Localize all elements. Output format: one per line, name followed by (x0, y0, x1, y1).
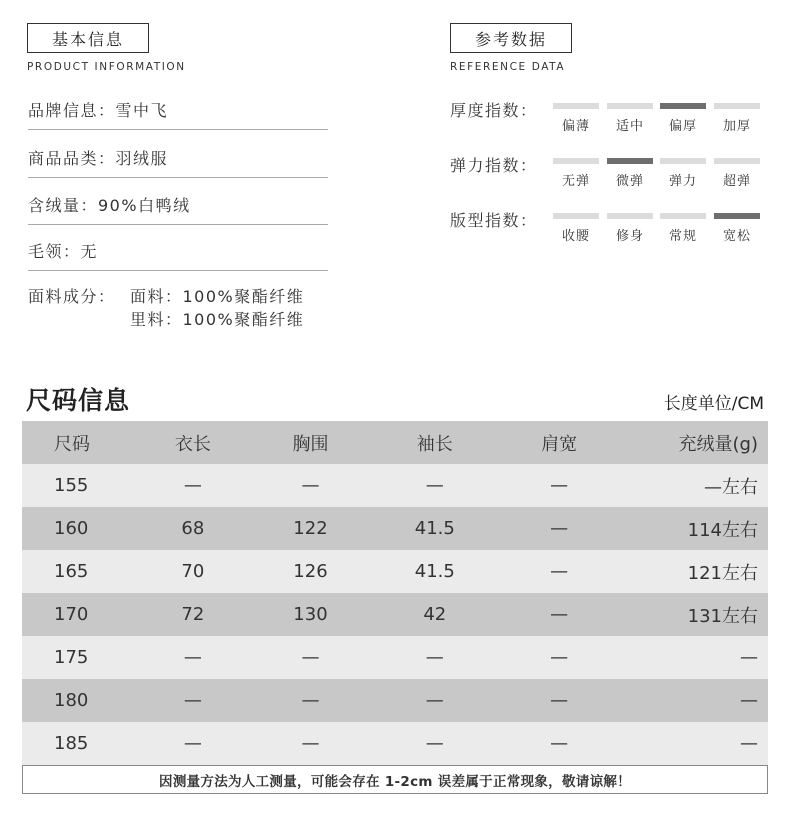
index-segment (553, 213, 599, 219)
index-segment (607, 103, 653, 109)
cell-chest: 122 (293, 518, 328, 539)
index-option-label: 偏厚 (668, 119, 697, 134)
cell-shoulder: — (550, 475, 569, 496)
cell-length: — (183, 475, 202, 496)
cell-size: 185 (54, 733, 89, 754)
size-table (22, 421, 768, 765)
table-row (22, 593, 768, 636)
index-label: 版型指数： (450, 211, 538, 230)
table-row (22, 722, 768, 765)
index-option-label: 超弹 (722, 174, 751, 189)
header-fill-weight: 充绒量(g) (678, 433, 758, 455)
cell-shoulder: — (550, 518, 569, 539)
index-option-label: 微弹 (615, 174, 644, 189)
reference-data-title: 参考数据 (450, 23, 572, 53)
cell-length: — (183, 647, 202, 668)
index-option-label: 适中 (615, 119, 644, 134)
cell-shoulder: — (550, 733, 569, 754)
index-segment-selected (660, 103, 706, 109)
product-info-title: 基本信息 (27, 23, 149, 53)
cell-shoulder: — (550, 690, 569, 711)
size-info-title: 尺码信息 (26, 386, 131, 415)
table-row (22, 550, 768, 593)
cell-sleeve: — (425, 647, 444, 668)
index-segment (714, 103, 760, 109)
index-option-label: 加厚 (722, 119, 751, 134)
index-option-label: 收腰 (561, 229, 590, 244)
cell-chest: — (301, 733, 320, 754)
table-row (22, 464, 768, 507)
cell-chest: — (301, 647, 320, 668)
cell-length: — (183, 690, 202, 711)
cell-length: — (183, 733, 202, 754)
index-option-label: 常规 (668, 229, 697, 244)
cell-size: 170 (54, 604, 89, 625)
index-segment-selected (714, 213, 760, 219)
cell-sleeve: 41.5 (414, 518, 455, 539)
header-size: 尺码 (54, 433, 90, 455)
cell-size: 180 (54, 690, 89, 711)
size-table-header (22, 421, 768, 464)
cell-fill-weight: 131左右 (687, 605, 758, 627)
cell-chest: 126 (293, 561, 328, 582)
cell-chest: — (301, 690, 320, 711)
cell-fill-weight: — (740, 733, 758, 754)
index-option-label: 偏薄 (561, 119, 590, 134)
cell-size: 165 (54, 561, 89, 582)
index-segment (553, 158, 599, 164)
fabric-label: 面料成分： (28, 287, 116, 306)
cell-fill-weight: — (740, 690, 758, 711)
index-option-label: 无弹 (561, 174, 590, 189)
measurement-note: 因测量方法为人工测量，可能会存在 1-2cm 误差属于正常现象，敬请谅解！ (22, 765, 768, 794)
cell-length: 72 (181, 604, 205, 625)
cell-shoulder: — (550, 604, 569, 625)
header-length: 衣长 (174, 433, 211, 455)
table-row (22, 679, 768, 722)
header-chest: 胸围 (292, 433, 329, 455)
cell-sleeve: — (425, 690, 444, 711)
cell-length: 70 (181, 561, 205, 582)
cell-sleeve: — (425, 475, 444, 496)
header-shoulder: 肩宽 (541, 433, 578, 455)
cell-fill-weight: 114左右 (687, 519, 758, 541)
cell-fill-weight: — (740, 647, 758, 668)
cell-fill-weight: 121左右 (687, 562, 758, 584)
cell-size: 155 (54, 475, 89, 496)
collar-info: 毛领：无 (28, 239, 328, 271)
unit-label: 长度单位/CM (663, 394, 764, 414)
category-info: 商品品类：羽绒服 (28, 146, 328, 178)
index-label: 弹力指数： (450, 156, 538, 175)
cell-chest: 130 (293, 604, 328, 625)
index-segment-selected (607, 158, 653, 164)
cell-shoulder: — (550, 561, 569, 582)
index-segment (660, 213, 706, 219)
fabric-lining: 里料：100%聚酯纤维 (130, 310, 305, 329)
index-option-label: 宽松 (722, 229, 751, 244)
cell-sleeve: 41.5 (414, 561, 455, 582)
fabric-outer: 面料：100%聚酯纤维 (130, 287, 305, 306)
index-option-label: 修身 (615, 229, 644, 244)
cell-fill-weight: —左右 (704, 476, 758, 498)
index-segment (660, 158, 706, 164)
brand-info: 品牌信息：雪中飞 (28, 98, 328, 130)
table-row (22, 507, 768, 550)
index-option-label: 弹力 (668, 174, 697, 189)
index-segment (714, 158, 760, 164)
index-segment (607, 213, 653, 219)
cell-length: 68 (181, 518, 205, 539)
cell-chest: — (301, 475, 320, 496)
header-sleeve: 袖长 (416, 433, 453, 455)
table-row (22, 636, 768, 679)
index-segment (553, 103, 599, 109)
down-content-info: 含绒量：90%白鸭绒 (28, 193, 328, 225)
cell-sleeve: — (425, 733, 444, 754)
reference-data-subtitle: REFERENCE DATA (450, 61, 566, 73)
cell-size: 175 (54, 647, 89, 668)
cell-shoulder: — (550, 647, 569, 668)
product-info-subtitle: PRODUCT INFORMATION (27, 61, 186, 73)
cell-sleeve: 42 (423, 604, 447, 625)
index-label: 厚度指数： (450, 101, 538, 120)
cell-size: 160 (54, 518, 89, 539)
